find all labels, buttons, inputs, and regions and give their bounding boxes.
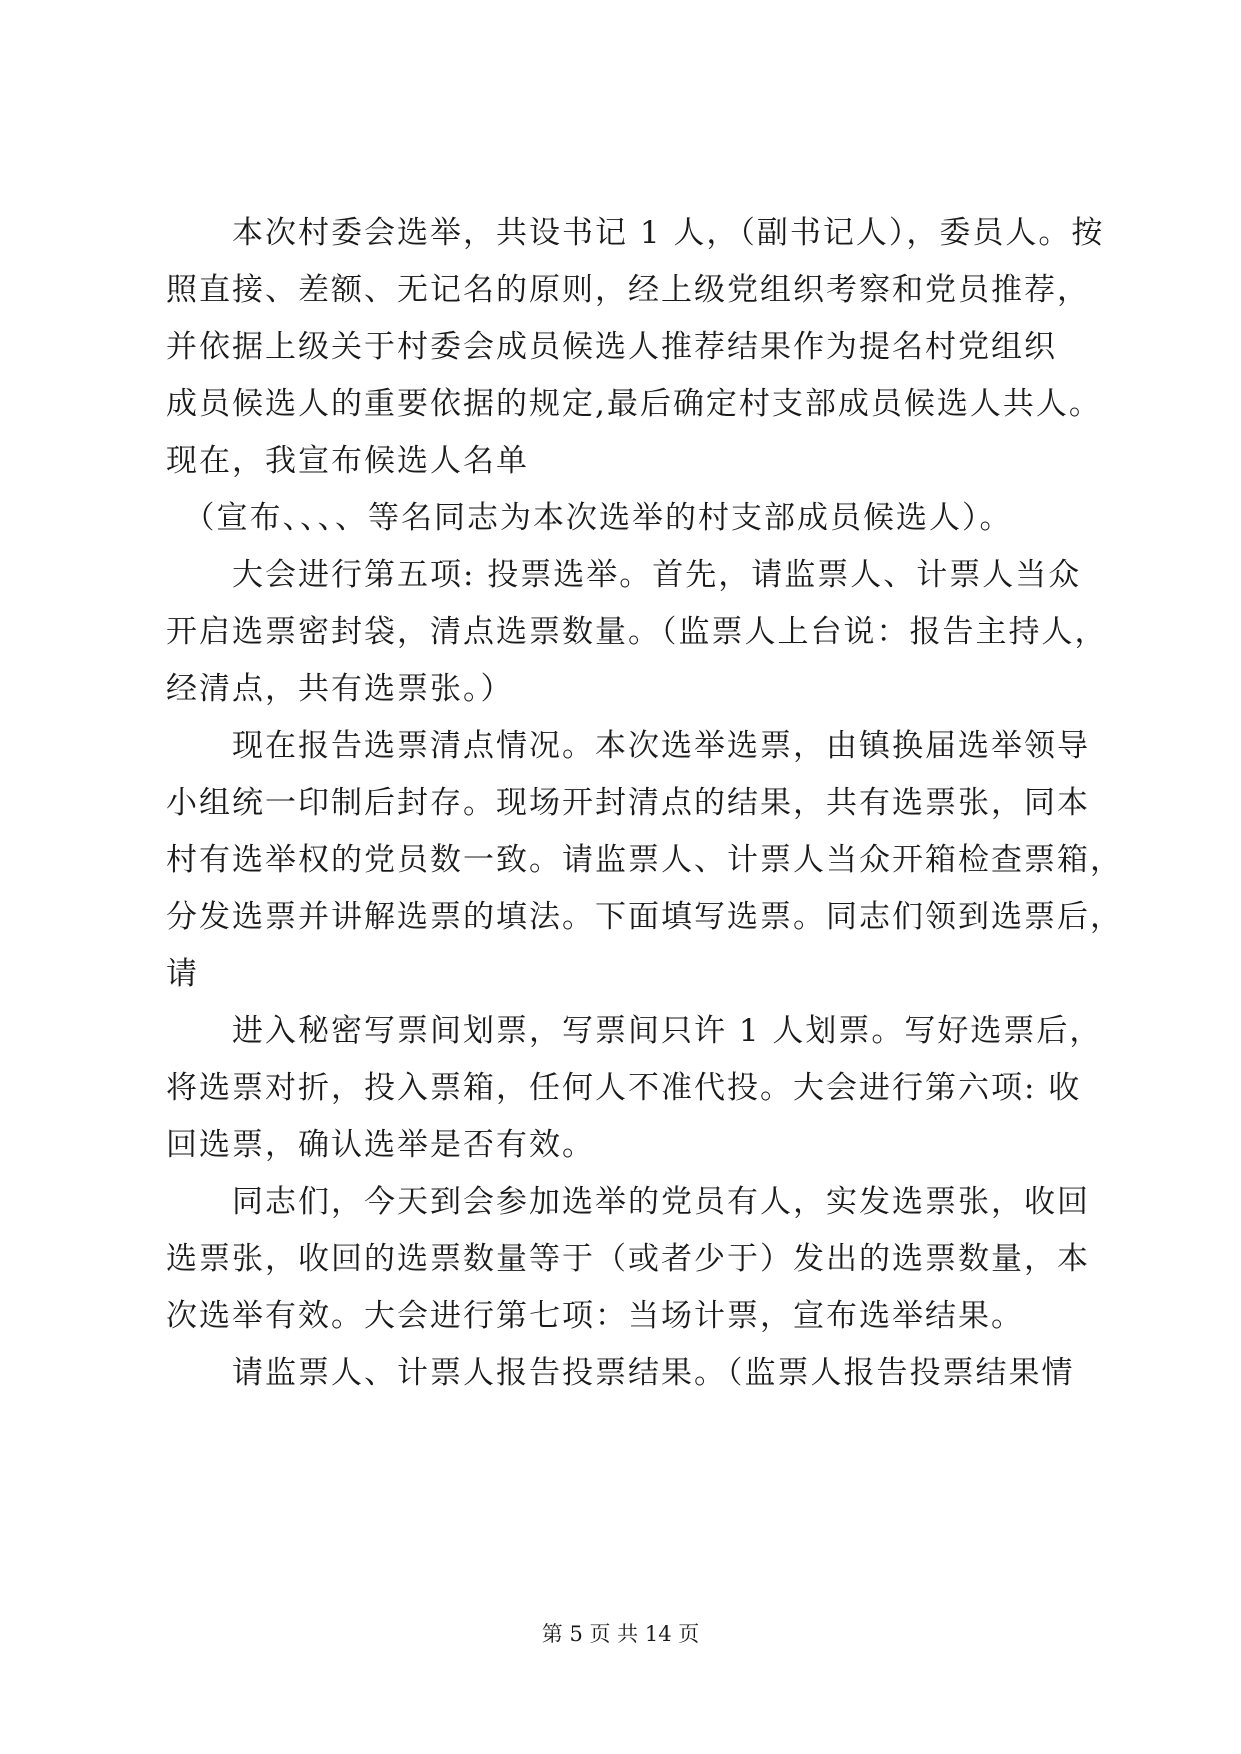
body-line: 请监票人、计票人报告投票结果。（监票人报告投票结果情 xyxy=(166,1355,1075,1391)
body-line: 进入秘密写票间划票，写票间只许 1 人划票。写好选票后， xyxy=(166,1013,1103,1049)
page-number-footer: 第 5 页 共 14 页 xyxy=(541,1622,700,1646)
body-line: 本次村委会选举，共设书记 1 人，（副书记人），委员人。按 xyxy=(166,215,1105,251)
body-line: 并依据上级关于村委会成员候选人推荐结果作为提名村党组织 xyxy=(166,329,1057,365)
body-line: 村有选举权的党员数一致。请监票人、计票人当众开箱检查票箱， xyxy=(166,842,1123,878)
body-line: 成员候选人的重要依据的规定,最后确定村支部成员候选人共人。 xyxy=(166,386,1102,422)
body-line: 小组统一印制后封存。现场开封清点的结果，共有选票张，同本 xyxy=(166,785,1090,821)
body-line: 将选票对折，投入票箱，任何人不准代投。大会进行第六项: 收 xyxy=(166,1070,1082,1106)
body-line: 大会进行第五项: 投票选举。首先，请监票人、计票人当众 xyxy=(166,557,1082,593)
body-line: （宣布、、、、等名同志为本次选举的村支部成员候选人）。 xyxy=(166,500,1013,536)
body-line: 次选举有效。大会进行第七项：当场计票，宣布选举结果。 xyxy=(166,1298,1024,1334)
body-line: 请 xyxy=(166,956,199,992)
body-line: 开启选票密封袋，清点选票数量。（监票人上台说：报告主持人， xyxy=(166,614,1108,650)
body-line: 现在，我宣布候选人名单 xyxy=(166,443,529,479)
body-line: 分发选票并讲解选票的填法。下面填写选票。同志们领到选票后， xyxy=(166,899,1123,935)
body-line: 现在报告选票清点情况。本次选举选票，由镇换届选举领导 xyxy=(166,728,1090,764)
body-line: 选票张，收回的选票数量等于（或者少于）发出的选票数量，本 xyxy=(166,1241,1090,1277)
body-line: 照直接、差额、无记名的原则，经上级党组织考察和党员推荐， xyxy=(166,272,1090,308)
body-line: 回选票，确认选举是否有效。 xyxy=(166,1127,595,1163)
body-line: 同志们，今天到会参加选举的党员有人，实发选票张，收回 xyxy=(166,1184,1090,1220)
body-line: 经清点，共有选票张。） xyxy=(166,671,514,707)
